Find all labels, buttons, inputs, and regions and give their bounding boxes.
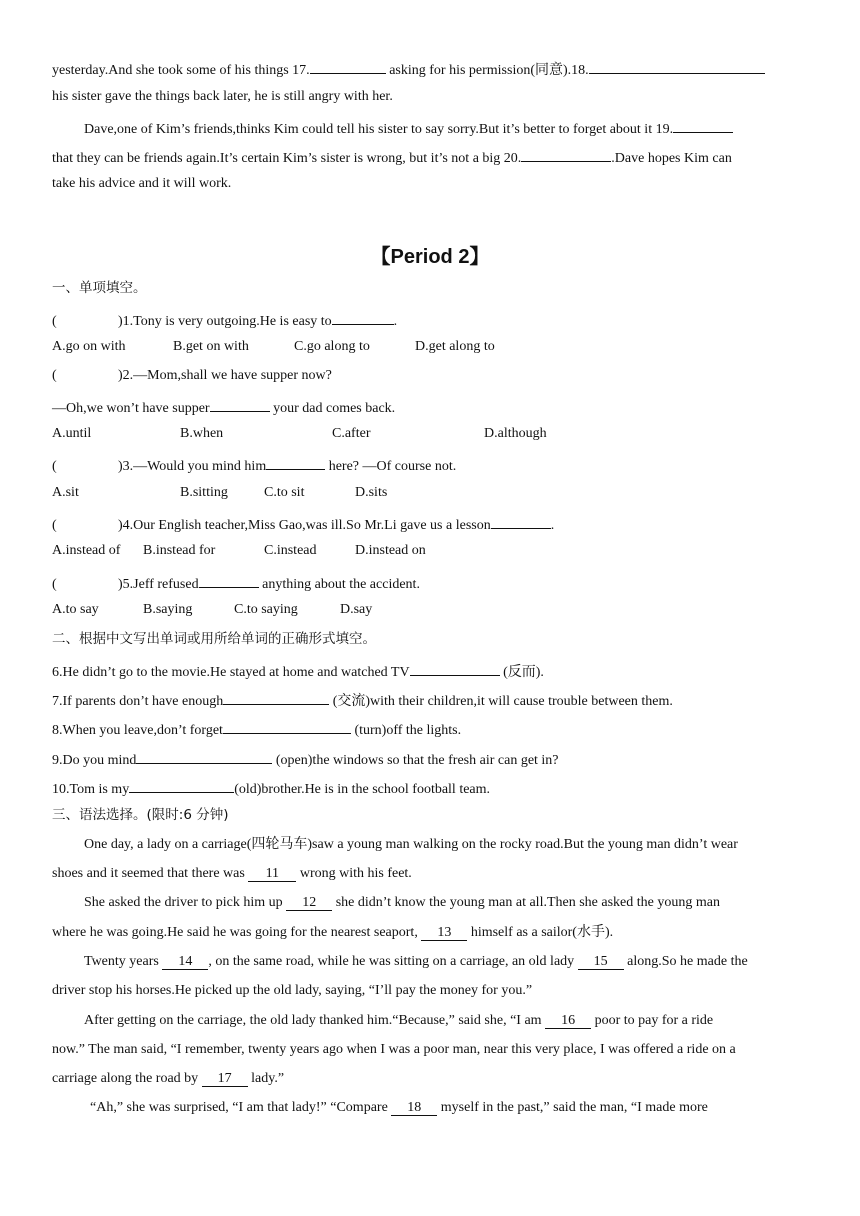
option-a[interactable]: A.instead of xyxy=(52,543,121,558)
blank-q9[interactable] xyxy=(136,748,272,764)
section-1-heading: 一、单项填空。 xyxy=(52,280,147,296)
blank-q6[interactable] xyxy=(410,660,500,676)
question-3: ( )3.—Would you mind him here? —Of course not. xyxy=(52,454,456,476)
question-4: ( )4.Our English teacher,Miss Gao,was ill.So Mr.Li gave us a lesson . xyxy=(52,513,554,535)
cloze-line-4: where he was going.He said he was going for the nearest seaport, 13 himself as a sailor(水手). xyxy=(52,925,614,940)
passage-line-3: Dave,one of Kim’s friends,thinks Kim could tell his sister to say sorry.But it’s better to forget about it 19. xyxy=(84,117,733,139)
option-d[interactable]: D.say xyxy=(340,602,373,617)
blank-q10[interactable] xyxy=(129,777,234,793)
option-b[interactable]: B.when xyxy=(180,426,224,441)
blank-q4[interactable] xyxy=(491,513,551,529)
answer-paren[interactable]: ( xyxy=(52,577,57,592)
cloze-line-1: One day, a lady on a carriage(四轮马车)saw a young man walking on the rocky road.But the young man didn’t wear xyxy=(84,837,738,852)
answer-paren[interactable]: ( xyxy=(52,518,57,533)
blank-18[interactable] xyxy=(589,58,765,74)
option-a[interactable]: A.go on with xyxy=(52,339,126,354)
cloze-line-2: shoes and it seemed that there was 11 wrong with his feet. xyxy=(52,866,412,881)
question-10: 10.Tom is my (old)brother.He is in the school football team. xyxy=(52,777,490,799)
answer-paren[interactable]: ( xyxy=(52,314,57,329)
option-c[interactable]: C.to sit xyxy=(264,485,305,500)
blank-q2[interactable] xyxy=(210,396,270,412)
blank-q8[interactable] xyxy=(223,718,351,734)
question-6: 6.He didn’t go to the movie.He stayed at home and watched TV (反而). xyxy=(52,660,544,682)
answer-paren[interactable]: ( xyxy=(52,459,57,474)
blank-19[interactable] xyxy=(673,117,733,133)
question-7: 7.If parents don’t have enough (交流)with their children,it will cause trouble between them. xyxy=(52,689,673,711)
blank-17-cloze[interactable]: 17 xyxy=(202,1071,248,1087)
question-5: ( )5.Jeff refused anything about the accident. xyxy=(52,572,420,594)
blank-13[interactable]: 13 xyxy=(421,925,467,941)
cloze-line-3: She asked the driver to pick him up 12 she didn’t know the young man at all.Then she asked the young man xyxy=(84,895,720,910)
option-c[interactable]: C.go along to xyxy=(294,339,370,354)
blank-15[interactable]: 15 xyxy=(578,954,624,970)
passage-line-5: take his advice and it will work. xyxy=(52,176,232,191)
blank-16[interactable]: 16 xyxy=(545,1013,591,1029)
question-2-line-2: —Oh,we won’t have supper your dad comes back. xyxy=(52,396,395,418)
blank-18-cloze[interactable]: 18 xyxy=(391,1100,437,1116)
option-b[interactable]: B.instead for xyxy=(143,543,216,558)
passage-line-4: that they can be friends again.It’s certain Kim’s sister is wrong, but it’s not a big 20. .Dave hopes Kim can xyxy=(52,146,732,168)
cloze-line-9: carriage along the road by 17 lady.” xyxy=(52,1071,285,1086)
blank-11[interactable]: 11 xyxy=(248,866,296,882)
option-a[interactable]: A.to say xyxy=(52,602,99,617)
option-a[interactable]: A.sit xyxy=(52,485,79,500)
cloze-line-8: now.” The man said, “I remember, twenty years ago when I was a poor man, near this very place, I was offered a ride on a xyxy=(52,1042,736,1057)
options-q3 xyxy=(52,484,387,502)
blank-17[interactable] xyxy=(310,58,386,74)
section-2-heading: 二、根据中文写出单词或用所给单词的正确形式填空。 xyxy=(52,631,376,647)
blank-q3[interactable] xyxy=(266,454,325,470)
answer-paren[interactable]: ( xyxy=(52,368,57,383)
passage-line-2: his sister gave the things back later, he is still angry with her. xyxy=(52,89,393,104)
option-a[interactable]: A.until xyxy=(52,426,92,441)
cloze-line-6: driver stop his horses.He picked up the old lady, saying, “I’ll pay the money for you.” xyxy=(52,983,533,998)
option-c[interactable]: C.instead xyxy=(264,543,317,558)
question-2: ( )2.—Mom,shall we have supper now? xyxy=(52,368,332,383)
options-q1 xyxy=(52,338,495,356)
option-c[interactable]: C.to saying xyxy=(234,602,298,617)
options-q4 xyxy=(52,542,426,560)
option-b[interactable]: B.sitting xyxy=(180,485,228,500)
option-b[interactable]: B.saying xyxy=(143,602,193,617)
option-d[interactable]: D.although xyxy=(484,426,547,441)
question-1: ( )1.Tony is very outgoing.He is easy to . xyxy=(52,309,397,331)
option-b[interactable]: B.get on with xyxy=(173,339,249,354)
passage-line-1: yesterday.And she took some of his things 17. asking for his permission(同意).18. xyxy=(52,58,765,80)
options-q5 xyxy=(52,601,372,619)
options-q2 xyxy=(52,425,547,443)
option-d[interactable]: D.get along to xyxy=(415,339,495,354)
question-9: 9.Do you mind (open)the windows so that the fresh air can get in? xyxy=(52,748,559,770)
blank-20[interactable] xyxy=(521,146,611,162)
blank-14[interactable]: 14 xyxy=(162,954,208,970)
option-d[interactable]: D.instead on xyxy=(355,543,426,558)
blank-q1[interactable] xyxy=(332,309,394,325)
option-c[interactable]: C.after xyxy=(332,426,371,441)
cloze-line-5: Twenty years 14 , on the same road, while he was sitting on a carriage, an old lady 15 along.So he made the xyxy=(84,954,748,969)
blank-q5[interactable] xyxy=(199,572,259,588)
cloze-line-7: After getting on the carriage, the old lady thanked him.“Because,” said she, “I am 16 poor to pay for a ride xyxy=(84,1013,714,1028)
blank-12[interactable]: 12 xyxy=(286,895,332,911)
cloze-line-10: “Ah,” she was surprised, “I am that lady!” “Compare 18 myself in the past,” said the man, “I made more xyxy=(90,1100,708,1115)
period-title: 【Period 2】 xyxy=(370,246,490,268)
option-d[interactable]: D.sits xyxy=(355,485,388,500)
section-3-heading: 三、语法选择。(限时:6 分钟) xyxy=(52,807,229,823)
question-8: 8.When you leave,don’t forget (turn)off the lights. xyxy=(52,718,461,740)
blank-q7[interactable] xyxy=(223,689,329,705)
